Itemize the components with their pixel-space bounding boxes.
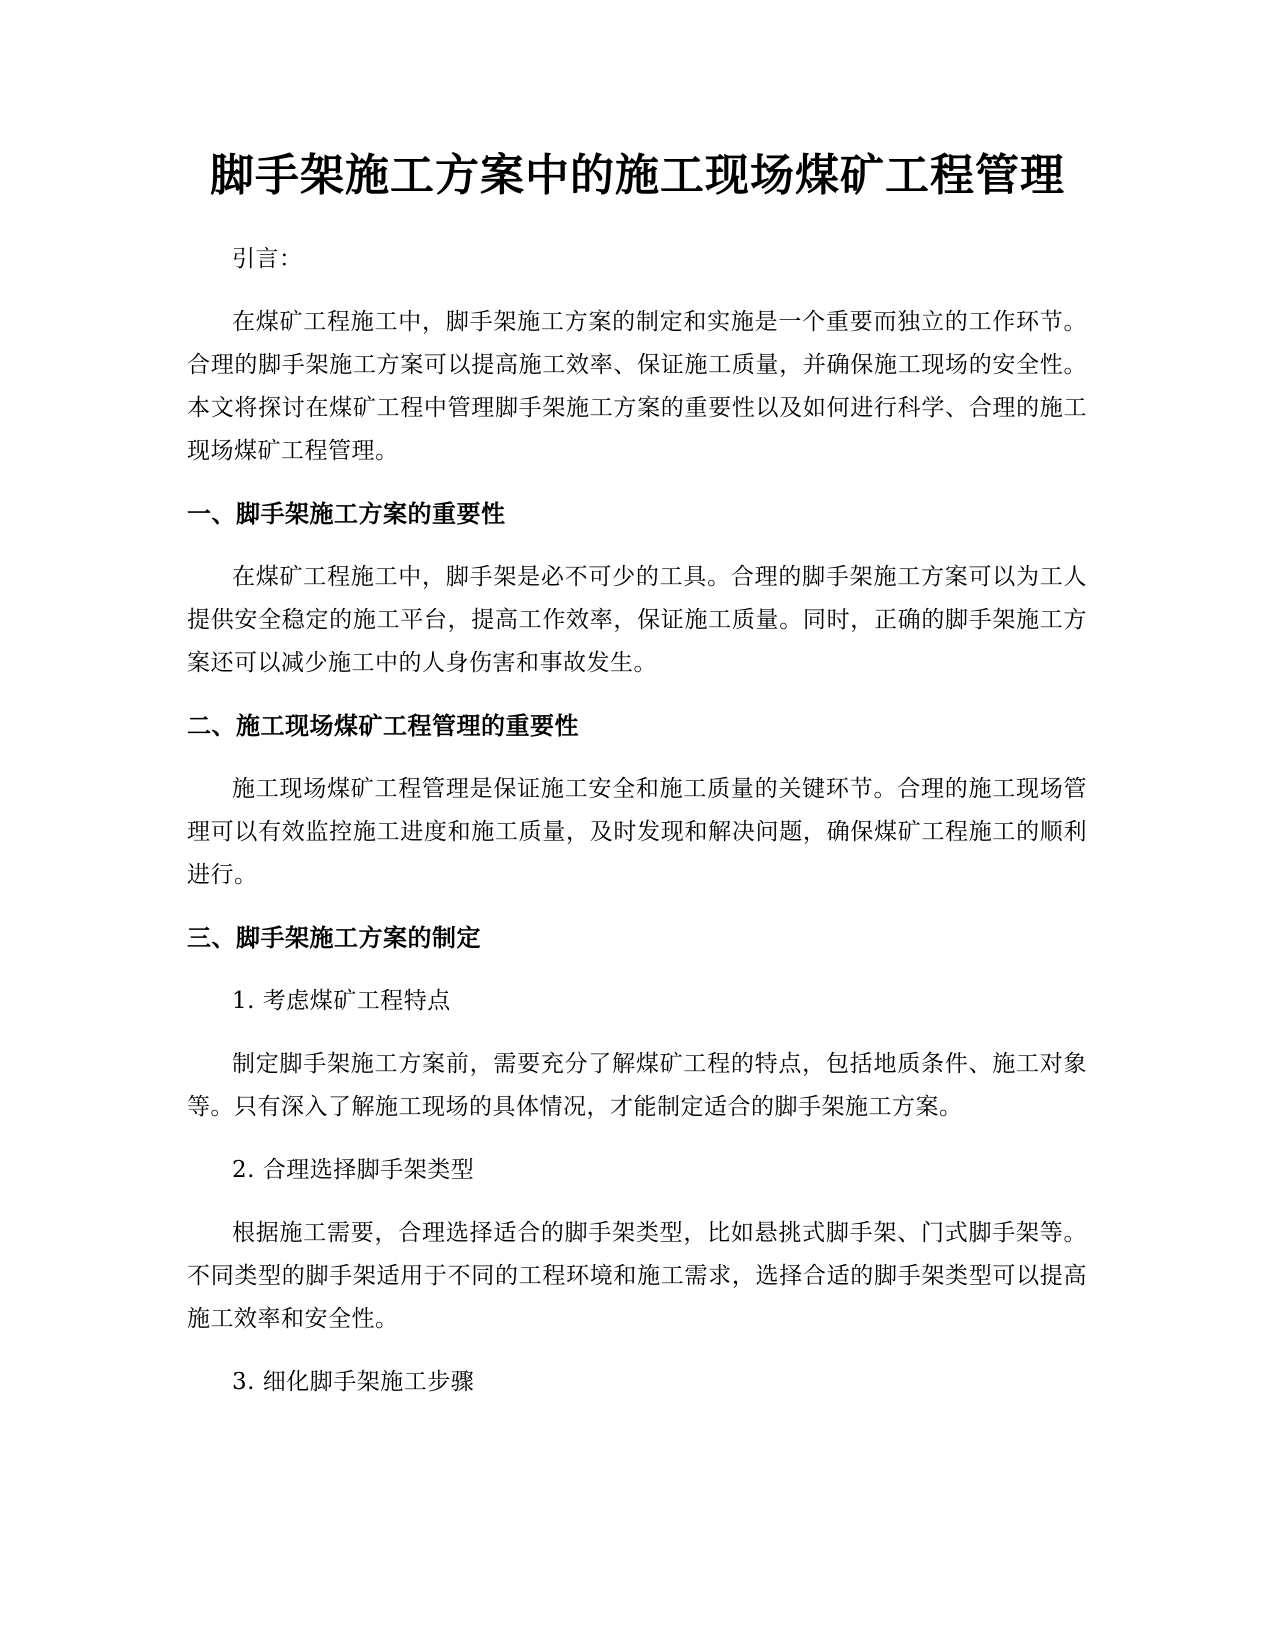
intro-paragraph: 在煤矿工程施工中，脚手架施工方案的制定和实施是一个重要而独立的工作环节。合理的脚手架施工方案可以提高施工效率、保证施工质量，并确保施工现场的安全性。本文将探讨在煤矿工程中管理脚手架施工方案的重要性以及如何进行科学、合理的施工现场煤矿工程管理。 bbox=[187, 309, 1087, 464]
section-paragraph-2: 施工现场煤矿工程管理是保证施工安全和施工质量的关键环节。合理的施工现场管理可以有效监控施工进度和施工质量，及时发现和解决问题，确保煤矿工程施工的顺利进行。 bbox=[187, 776, 1087, 888]
subsection-label-2: 2. 合理选择脚手架类型 bbox=[232, 1157, 475, 1183]
subsection-label-1: 1. 考虑煤矿工程特点 bbox=[232, 988, 451, 1014]
subsection-paragraph-1: 制定脚手架施工方案前，需要充分了解煤矿工程的特点，包括地质条件、施工对象等。只有深入了解施工现场的具体情况，才能制定适合的脚手架施工方案。 bbox=[187, 1051, 1087, 1120]
intro-label: 引言： bbox=[232, 246, 303, 272]
subsection-paragraph-2: 根据施工需要，合理选择适合的脚手架类型，比如悬挑式脚手架、门式脚手架等。不同类型的脚手架适用于不同的工程环境和施工需求，选择合适的脚手架类型可以提高施工效率和安全性。 bbox=[187, 1220, 1087, 1332]
section-heading-2: 二、施工现场煤矿工程管理的重要性 bbox=[187, 712, 579, 740]
document-title: 脚手架施工方案中的施工现场煤矿工程管理 bbox=[210, 150, 1065, 201]
subsection-label-3: 3. 细化脚手架施工步骤 bbox=[232, 1369, 475, 1395]
section-heading-1: 一、脚手架施工方案的重要性 bbox=[187, 500, 506, 528]
section-paragraph-1: 在煤矿工程施工中，脚手架是必不可少的工具。合理的脚手架施工方案可以为工人提供安全稳定的施工平台，提高工作效率，保证施工质量。同时，正确的脚手架施工方案还可以减少施工中的人身伤害和事故发生。 bbox=[187, 564, 1087, 676]
section-heading-3: 三、脚手架施工方案的制定 bbox=[187, 924, 481, 952]
document-body bbox=[187, 238, 1087, 1424]
